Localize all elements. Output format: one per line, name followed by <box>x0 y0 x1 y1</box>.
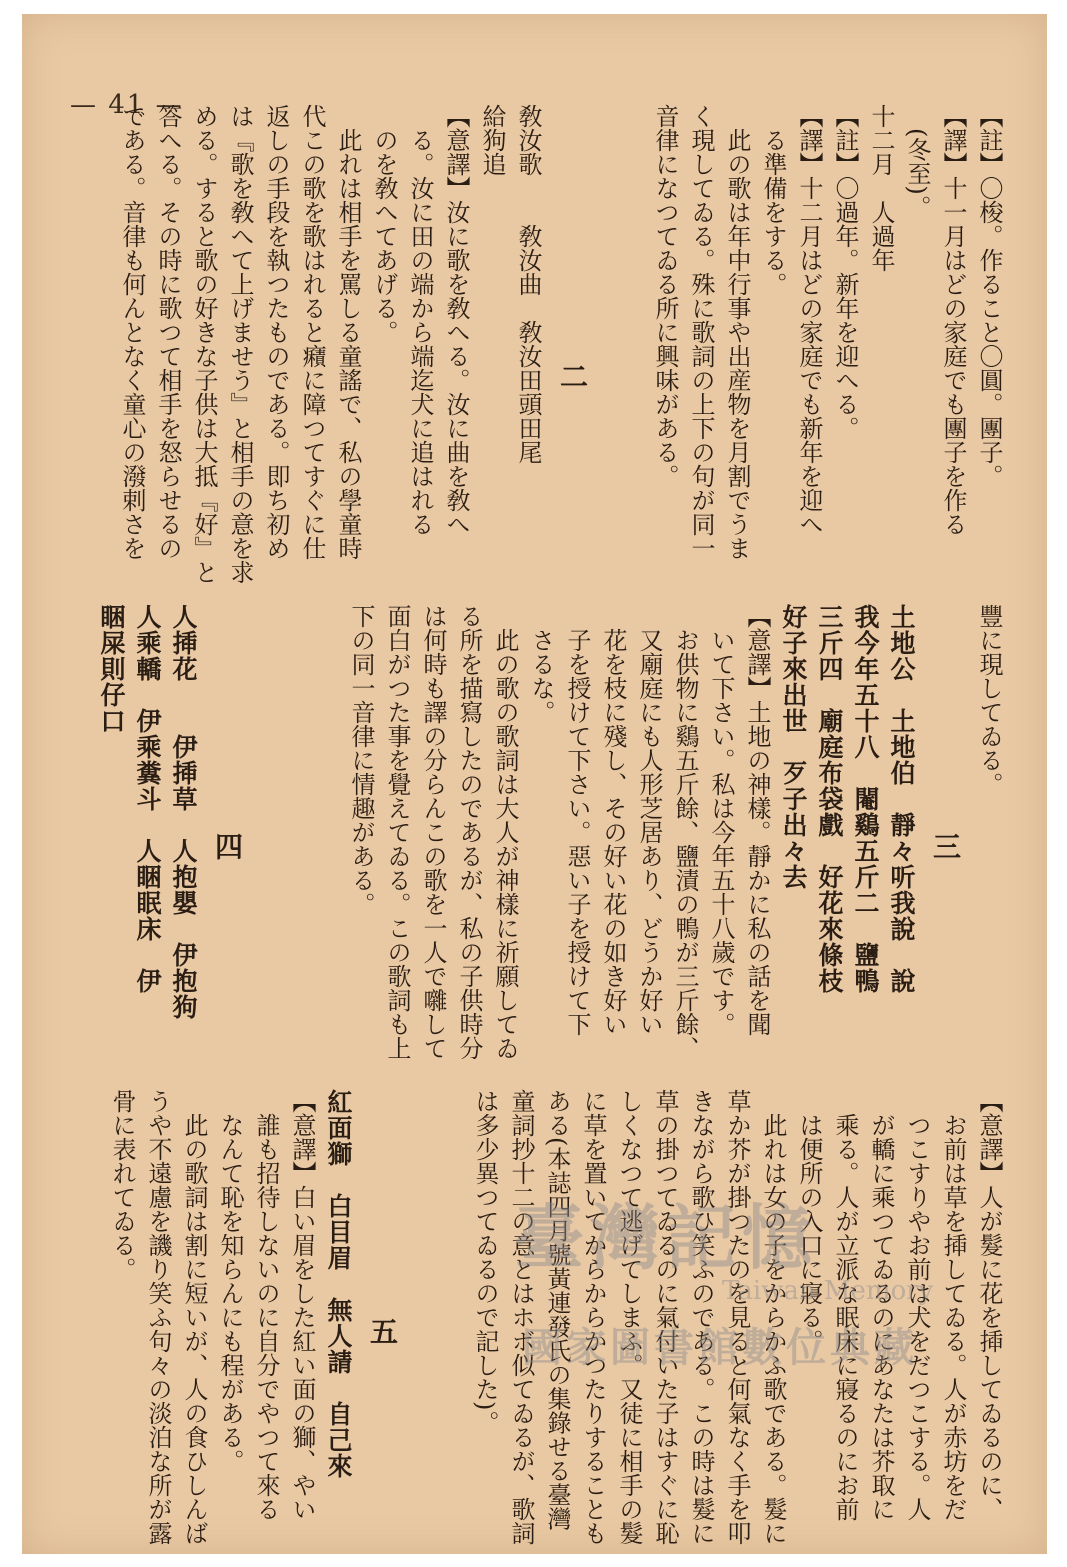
text-column: は便所の入口に寢る。 <box>795 1089 823 1353</box>
lyric-line: 土地公 土地伯 靜々听我說 說 <box>887 604 916 994</box>
text-column: 【註】〇梭。作ること〇圓。團子。 <box>975 104 1003 488</box>
text-column: める。すると歌の好きな子供は大抵『好』と <box>190 104 218 584</box>
lyric-line: 我今年五十八 閹鷄五斤二 鹽鴨 <box>851 604 880 994</box>
text-column: である。音律も何んとなく童心の潑剌さを <box>118 104 146 560</box>
text-column: お供物に鷄五斤餘、鹽漬の鴨が三斤餘、 <box>671 604 699 1060</box>
text-column: 又廟庭にも人形芝居あり、どうか好い <box>635 604 663 1036</box>
lyric-line: 人乘轎 伊乘糞斗 人睏眠床 伊 <box>133 604 162 994</box>
text-column: 豐に現してゐる。 <box>975 604 1003 796</box>
text-column: お前は草を揷してゐる。人が赤坊をだ <box>939 1089 967 1521</box>
text-column: 【意譯】汝に歌を敎へる。汝に曲を敎へ <box>442 104 470 536</box>
page-number: — 41 — <box>70 90 184 120</box>
text-column: 誰も招待しないのに自分でやつて來る <box>252 1089 280 1521</box>
text-column: 代この歌を歌はれると癪に障つてすぐに仕 <box>298 104 326 560</box>
text-column: 此の歌は年中行事や出産物を月割でうま <box>723 104 751 560</box>
text-column: しくなつて逃げてしまふ。又徒に相手の髮 <box>615 1089 643 1545</box>
text-column: 【意譯】白い眉をした紅い面の獅、やい <box>288 1089 316 1521</box>
text-column: うや不遠慮を譏り笑ふ句々の淡泊な所が露 <box>144 1089 172 1545</box>
text-column: 花を枝に殘し、その好い花の如き好い <box>599 604 627 1036</box>
lyric-line: 好子來出世 歹子出々去 <box>779 604 808 890</box>
text-column: のを敎へてあげる。 <box>370 104 398 344</box>
text-column: ある(本誌四月號黃連發氏の集錄せる臺灣 <box>543 1089 571 1531</box>
text-column: に草を置いてからからかつたりすることも <box>579 1089 607 1545</box>
text-column: つこすりやお前は犬をだつこする。人 <box>903 1089 931 1521</box>
text-column: 此の歌の歌詞は大人が神樣に祈願してゐ <box>491 604 519 1060</box>
text-column: く現してゐる。殊に歌詞の上下の句が同一 <box>687 104 715 560</box>
text-column: 童詞抄十二の意とはホボ似てゐるが、歌詞 <box>507 1089 535 1545</box>
text-column: る。汝に田の端から端迄犬に追はれる <box>406 104 434 536</box>
text-column: 音律になつてゐる所に興味がある。 <box>651 104 679 488</box>
text-column: 【意譯】土地の神樣。靜かに私の話を聞 <box>743 604 771 1036</box>
text-column: いて下さい。私は今年五十八歲です。 <box>707 604 735 1036</box>
lyric-line: 三斤四 廟庭布袋戲 好花來條枝 <box>815 604 844 994</box>
text-column: は『歌を敎へて上げませう』と相手の意を求 <box>226 104 254 584</box>
section-number-5: 五 <box>366 1317 399 1345</box>
text-column: る準備をする。 <box>759 104 787 296</box>
section-number-4: 四 <box>211 832 244 860</box>
text-column: 【註】〇過年。新年を迎へる。 <box>831 104 859 440</box>
text-column: 子を授けて下さい。惡い子を授けて下 <box>563 604 591 1036</box>
watermark-subtitle: 國家圖書館數位典藏 <box>522 1325 918 1371</box>
text-column: なんて恥を知らんにも程がある。 <box>216 1089 244 1473</box>
text-column: 答へる。その時に歌つて相手を怒らせるの <box>154 104 182 560</box>
text-column: 給狗追 <box>478 104 506 176</box>
text-column: 乘る。人が立派な眠床に寢るのにお前 <box>831 1089 859 1521</box>
text-column: は多少異つてゐるので記した)。 <box>471 1089 499 1435</box>
section-number-3: 三 <box>929 832 962 860</box>
text-column: 此れは女の子をからかふ歌である。髮に <box>759 1089 787 1545</box>
lyric-line: 人揷花 伊揷草 人抱嬰 伊抱狗 <box>169 604 198 1020</box>
text-column: は何時も譯の分らんこの歌を一人で囃して <box>419 604 447 1060</box>
text-column: 下の同一音律に情趣がある。 <box>347 604 375 916</box>
text-column: 【意譯】人が髮に花を揷してゐるのに、 <box>975 1089 1003 1521</box>
top-right-section <box>622 104 1007 624</box>
text-column: 返しの手段を執つたものである。即ち初め <box>262 104 290 560</box>
text-column: 敎汝歌 敎汝曲 敎汝田頭田尾 <box>514 104 542 464</box>
top-left-section <box>78 104 598 624</box>
scanned-page <box>22 14 1047 1554</box>
text-column: が轎に乘つてゐるのにあなたは芥取に <box>867 1089 895 1521</box>
text-column: 面白がつた事を覺えてゐる。この歌詞も上 <box>383 604 411 1060</box>
text-column: 骨に表れてゐる。 <box>108 1089 136 1281</box>
bottom-left-section <box>78 1089 408 1549</box>
bottom-right-section <box>422 1089 1007 1549</box>
text-column: 此れは相手を罵しる童謠で、私の學童時 <box>334 104 362 560</box>
text-column: る所を描寫したのであるが、私の子供時分 <box>455 604 483 1060</box>
section-number-2: 二 <box>556 362 589 390</box>
text-column: 草か芥が掛つたのを見ると何氣なく手を叩 <box>723 1089 751 1545</box>
text-column: 【譯】十二月はどの家庭でも新年を迎へ <box>795 104 823 536</box>
lyric-line: 紅面獅 白目眉 無人請 自己來 <box>324 1089 353 1479</box>
watermark-logo: 臺灣記憶 <box>514 1197 818 1279</box>
text-column: 【譯】十一月はどの家庭でも團子を作る <box>939 104 967 536</box>
text-column: 此の歌詞は割に短いが、人の食ひしんば <box>180 1089 208 1545</box>
watermark-english: Taiwan Memory <box>722 1276 934 1306</box>
text-column: 十二月 人過年 <box>867 104 895 272</box>
text-column: きながら歌ひ笑ふのである。この時は髮に <box>687 1089 715 1545</box>
middle-left-section <box>78 604 253 1064</box>
text-column: (冬至)。 <box>903 104 931 219</box>
middle-right-section <box>262 604 1007 1064</box>
lyric-line: 睏屎則仔口 <box>97 604 126 734</box>
text-column: 草の掛つてゐるのに氣付いた子はすぐに恥 <box>651 1089 679 1545</box>
text-column: さるな。 <box>527 604 555 724</box>
